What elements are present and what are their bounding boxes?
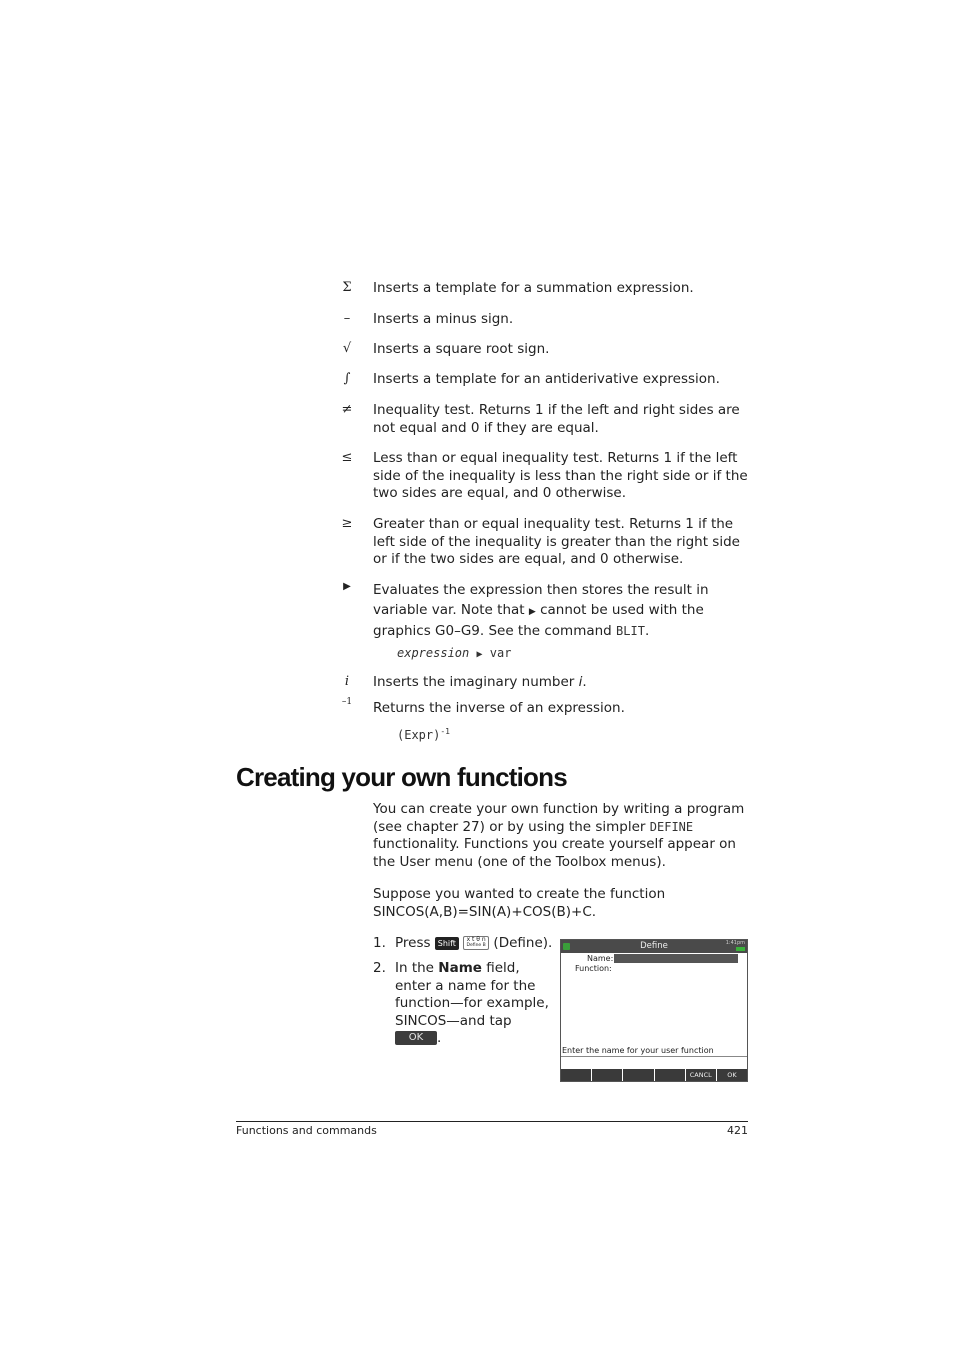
calculator-screenshot xyxy=(560,939,748,1082)
syntax-expression: expression xyxy=(397,646,470,660)
inverse-syntax-sup: -1 xyxy=(440,727,450,736)
store-description xyxy=(373,581,748,642)
function-field-label: Function: xyxy=(575,964,612,973)
imaginary-description xyxy=(373,674,748,692)
imaginary-text: Inserts the imaginary number xyxy=(373,674,575,690)
not-equal-symbol: ≠ xyxy=(341,402,353,417)
store-arrow-inline-icon: ▶ xyxy=(528,606,536,617)
store-syntax xyxy=(397,646,511,660)
greater-equal-description: Greater than or equal inequality test. Returns 1 if the left side of the inequality is greater than the right side or if the two sides are equal, and 0 otherwise. xyxy=(373,516,740,567)
store-text-b: cannot be used with the graphics G0–G9. See the command xyxy=(373,601,704,639)
example-line-1: Suppose you wanted to create the function xyxy=(373,886,666,902)
example-line-2: SINCOS(A,B)=SIN(A)+COS(B)+C. xyxy=(373,903,597,920)
blit-command: BLIT xyxy=(616,624,645,638)
minus-symbol: – xyxy=(343,311,351,326)
softkey-2[interactable] xyxy=(592,1069,622,1081)
app-logo-icon xyxy=(563,943,570,950)
inverse-description: Returns the inverse of an expression. xyxy=(373,700,625,716)
intro-text-a: You can create your own function by writing a program (see chapter 27) or by using the simpler xyxy=(373,801,745,835)
footer-chapter: Functions and commands xyxy=(236,1124,377,1137)
inverse-syntax-base: (Expr) xyxy=(397,728,441,742)
summation-description: Inserts a template for a summation expression. xyxy=(373,280,694,296)
xtheta-key-icon xyxy=(463,936,489,950)
not-equal-description: Inequality test. Returns 1 if the left and right sides are not equal and 0 if they are equal. xyxy=(373,402,740,436)
screen-divider xyxy=(561,1056,747,1057)
sqrt-description: Inserts a square root sign. xyxy=(373,341,550,357)
step-1 xyxy=(373,935,563,953)
softkey-4[interactable] xyxy=(655,1069,685,1081)
softkey-menu xyxy=(561,1069,747,1081)
screen-status-time: 1:41pm xyxy=(725,940,745,946)
step-2-number: 2. xyxy=(373,960,386,976)
imaginary-end: . xyxy=(582,674,587,690)
xtheta-key-bottom: Define B xyxy=(466,943,486,948)
footer-rule xyxy=(236,1121,748,1122)
store-text-a: Evaluates the expression then stores the result in variable var. Note that xyxy=(373,582,709,618)
step-1-press: Press xyxy=(395,935,431,951)
less-equal-symbol: ≤ xyxy=(341,450,353,465)
define-command: DEFINE xyxy=(649,819,694,834)
syntax-var: var xyxy=(489,646,512,660)
store-arrow-symbol: ▶ xyxy=(343,581,351,592)
step-2-post: field, enter a name for the function—for example, SINCOS—and tap xyxy=(395,960,549,1029)
cancel-softkey[interactable]: CANCL xyxy=(686,1069,716,1081)
imaginary-i: i xyxy=(578,674,583,690)
screen-hint: Enter the name for your user function xyxy=(562,1046,714,1055)
less-equal-description: Less than or equal inequality test. Returns 1 if the left side of the inequality is less than the right side or if the two sides are equal, and 0 otherwise. xyxy=(373,450,748,501)
integral-symbol: ∫ xyxy=(343,371,351,386)
screen-title: Define xyxy=(640,941,668,951)
step-2 xyxy=(373,960,553,1048)
name-field[interactable] xyxy=(614,954,738,963)
intro-paragraph xyxy=(373,801,749,871)
imaginary-symbol: i xyxy=(344,674,350,689)
integral-description: Inserts a template for an antiderivative expression. xyxy=(373,371,720,387)
shift-key-icon: Shift xyxy=(435,937,459,950)
intro-text-b: functionality. Functions you create yourself appear on the User menu (one of the Toolbox menus). xyxy=(373,836,736,870)
screen-title-bar xyxy=(561,940,747,953)
store-end: . xyxy=(644,623,650,639)
page-number: 421 xyxy=(727,1124,748,1137)
syntax-arrow-icon: ▶ xyxy=(476,649,483,660)
step-1-number: 1. xyxy=(373,935,386,951)
inverse-symbol: –1 xyxy=(341,697,353,707)
section-heading: Creating your own functions xyxy=(236,762,567,792)
ok-softkey[interactable]: OK xyxy=(717,1069,747,1081)
sigma-symbol: Σ xyxy=(342,280,352,295)
ok-softkey-icon: OK xyxy=(395,1031,437,1045)
step-2-pre: In the xyxy=(395,960,434,976)
example-paragraph xyxy=(373,886,749,921)
greater-equal-symbol: ≥ xyxy=(341,516,353,531)
step-2-name-bold: Name xyxy=(438,960,482,976)
softkey-3[interactable] xyxy=(623,1069,653,1081)
xtheta-key-top: x t θ n xyxy=(466,936,486,943)
sqrt-symbol: √ xyxy=(342,341,352,356)
step-2-end: . xyxy=(437,1030,442,1046)
name-field-label: Name: xyxy=(587,954,614,963)
softkey-1[interactable] xyxy=(561,1069,591,1081)
minus-description: Inserts a minus sign. xyxy=(373,311,514,327)
step-1-define: (Define). xyxy=(493,935,553,951)
battery-icon xyxy=(736,947,745,951)
inverse-syntax xyxy=(397,727,450,742)
